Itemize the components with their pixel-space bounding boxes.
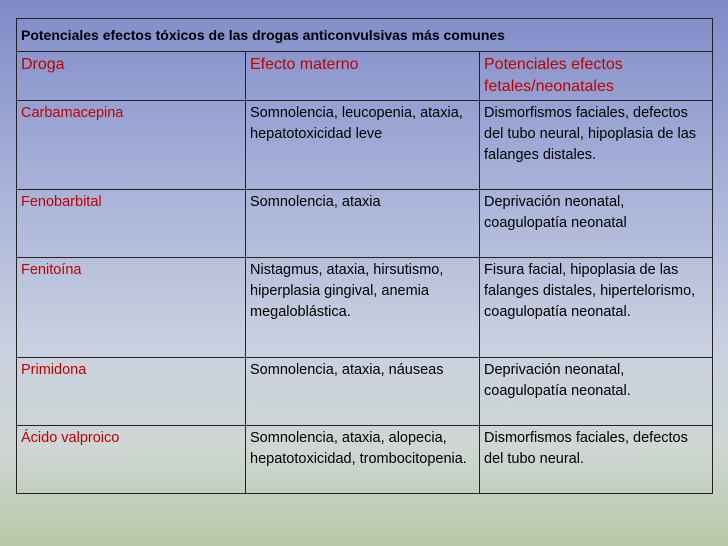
table-title: Potenciales efectos tóxicos de las drogas anticonvulsivas más comunes xyxy=(17,19,713,52)
header-row xyxy=(17,52,713,101)
title-row xyxy=(17,19,713,52)
table-row xyxy=(17,101,713,190)
header-drug: Droga xyxy=(17,52,246,101)
table-row xyxy=(17,258,713,358)
header-maternal: Efecto materno xyxy=(246,52,480,101)
fetal-effect: Deprivación neonatal, coagulopatía neonatal. xyxy=(480,358,713,426)
header-fetal: Potenciales efectos fetales/neonatales xyxy=(480,52,713,101)
fetal-effect: Dismorfismos faciales, defectos del tubo neural. xyxy=(480,426,713,494)
drug-name: Carbamacepina xyxy=(17,101,246,190)
maternal-effect: Somnolencia, ataxia, náuseas xyxy=(246,358,480,426)
drug-name: Fenitoína xyxy=(17,258,246,358)
drug-name: Fenobarbital xyxy=(17,190,246,258)
table-row xyxy=(17,358,713,426)
maternal-effect: Somnolencia, leucopenia, ataxia, hepatotoxicidad leve xyxy=(246,101,480,190)
fetal-effect: Dismorfismos faciales, defectos del tubo neural, hipoplasia de las falanges distales. xyxy=(480,101,713,190)
table-row xyxy=(17,426,713,494)
maternal-effect: Somnolencia, ataxia xyxy=(246,190,480,258)
drug-name: Ácido valproico xyxy=(17,426,246,494)
anticonvulsant-toxicity-table xyxy=(16,18,713,494)
fetal-effect: Deprivación neonatal, coagulopatía neonatal xyxy=(480,190,713,258)
maternal-effect: Nistagmus, ataxia, hirsutismo, hiperplasia gingival, anemia megaloblástica. xyxy=(246,258,480,358)
table-row xyxy=(17,190,713,258)
maternal-effect: Somnolencia, ataxia, alopecia, hepatotoxicidad, trombocitopenia. xyxy=(246,426,480,494)
fetal-effect: Fisura facial, hipoplasia de las falanges distales, hipertelorismo, coagulopatía neonatal. xyxy=(480,258,713,358)
drug-name: Primidona xyxy=(17,358,246,426)
